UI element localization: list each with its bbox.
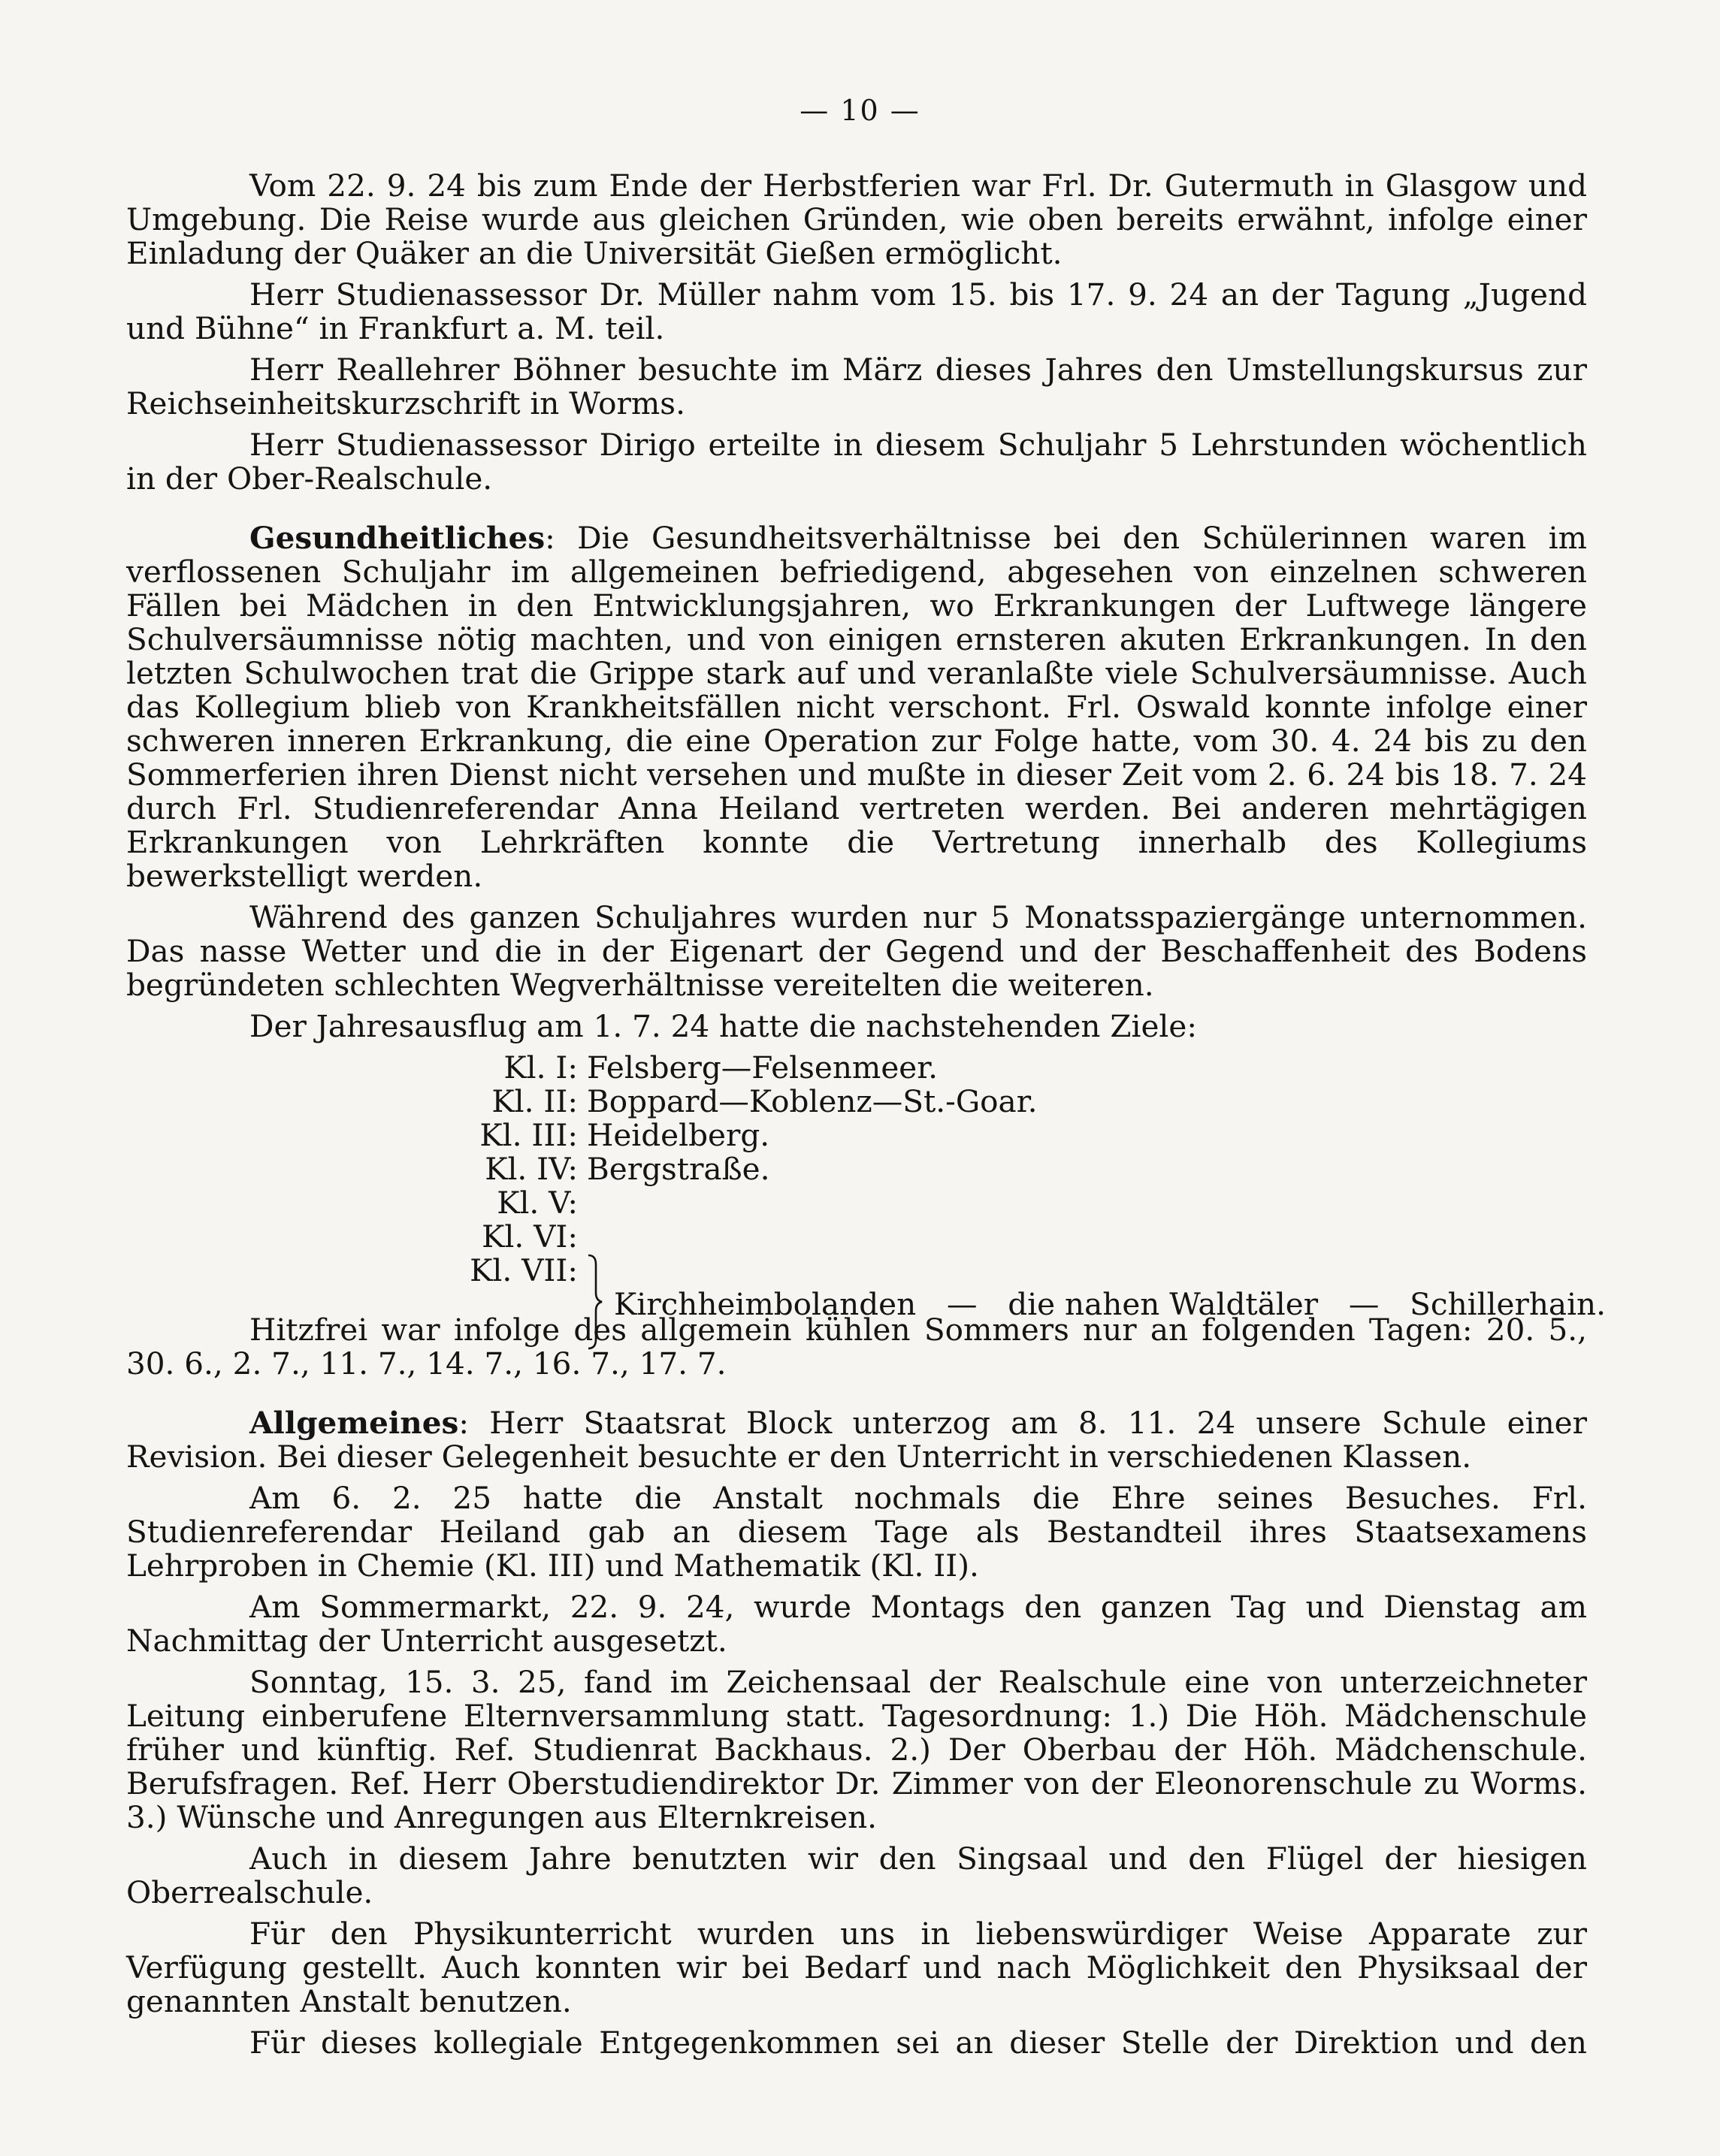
paragraph-boehner-course: Herr Reallehrer Böhner besuchte im März dieses Jahres den Umstellungskursus zur Reichseinheitskurzschrift in Worms.	[126, 352, 1587, 421]
paragraph-annual-excursion-intro: Der Jahresausflug am 1. 7. 24 hatte die nachstehenden Ziele:	[249, 1008, 1197, 1044]
dash-separator: —	[947, 1286, 978, 1322]
excursion-class: Kl. VII:	[470, 1252, 578, 1288]
paragraph-health	[126, 521, 1587, 893]
excursion-row	[449, 1085, 1587, 1119]
paragraph-second-visit: Am 6. 2. 25 hatte die Anstalt nochmals die Ehre seines Besuches. Frl. Studienreferendar Heiland gab an diesem Tage als Bestandteil ihres Staatsexamens Lehrproben in Chemie (Kl. III) und Mathematik (Kl. II).	[126, 1480, 1587, 1584]
general-text: : Herr Staatsrat Block unterzog am 8. 11. 24 unsere Schule einer Revision. Bei dieser Gelegenheit besuchte er den Unterricht in verschiedenen Klassen.	[126, 1405, 1587, 1475]
paragraph-dirigo-lessons: Herr Studienassessor Dirigo erteilte in diesem Schuljahr 5 Lehrstunden wöchentlich in der Ober-Realschule.	[126, 427, 1587, 497]
excursion-class: Kl. VI:	[482, 1218, 578, 1255]
excursion-list	[449, 1049, 1606, 1322]
excursion-destination: Boppard—Koblenz—St.-Goar.	[587, 1083, 1038, 1119]
document-body	[126, 168, 1606, 2067]
destination-kirchheimbolanden: Kirchheimbolanden	[614, 1286, 917, 1322]
excursion-row	[449, 1152, 1587, 1186]
excursion-class: Kl. I:	[503, 1049, 578, 1086]
paragraph-parents-meeting: Sonntag, 15. 3. 25, fand im Zeichensaal der Realschule eine von unterzeichneter Leitung einberufene Elternversammlung statt. Tagesordnung: 1.) Die Höh. Mädchenschule früher und künftig. Ref. Studienrat Backhaus. 2.) Der Oberbau der Höh. Mädchenschule. Berufsfragen. Ref. Herr Oberstudiendirektor Dr. Zimmer von der Eleonorenschule zu Worms. 3.) Wünsche und Anregungen aus Elternkreisen.	[126, 1664, 1587, 1835]
paragraph-mueller-conference: Herr Studienassessor Dr. Müller nahm vom 15. bis 17. 9. 24 an der Tagung „Jugend und Bühne“ in Frankfurt a. M. teil.	[126, 276, 1587, 346]
curly-brace-icon	[585, 1254, 605, 1350]
excursion-class: Kl. V:	[497, 1185, 578, 1221]
paragraph-walks: Während des ganzen Schuljahres wurden nur 5 Monatsspaziergänge unternommen. Das nasse Wetter und die in der Eigenart der Gegend und der Beschaffenheit des Bodens begründeten schlechten Wegverhältnisse vereitelten die weiteren.	[126, 899, 1587, 1003]
paragraph-physics: Für den Physikunterricht wurden uns in liebenswürdiger Weise Apparate zur Verfügung gestellt. Auch konnten wir bei Bedarf und nach Möglichkeit den Physiksaal der genannten Anstalt benutzen.	[126, 1916, 1587, 2019]
paragraph-gutermuth-trip: Vom 22. 9. 24 bis zum Ende der Herbstferien war Frl. Dr. Gutermuth in Glasgow und Umgebung. Die Reise wurde aus gleichen Gründen, wie oben bereits erwähnt, infolge einer Einladung der Quäker an die Universität Gießen ermöglicht.	[126, 168, 1587, 271]
paragraph-general	[126, 1406, 1587, 1474]
destination-schillerhain: Schillerhain.	[1410, 1286, 1606, 1322]
excursion-row	[449, 1119, 1587, 1152]
excursion-destination	[578, 1186, 587, 1220]
excursion-class: Kl. IV:	[485, 1151, 578, 1187]
excursion-destination	[578, 1220, 587, 1254]
excursion-class: Kl. II:	[491, 1083, 578, 1119]
paragraph-sommermarkt: Am Sommermarkt, 22. 9. 24, wurde Montags den ganzen Tag und Dienstag am Nachmittag der Unterricht ausgesetzt.	[126, 1589, 1587, 1659]
page-number: — 10 —	[800, 94, 920, 127]
excursion-row	[449, 1220, 1587, 1254]
excursion-destination: Heidelberg.	[587, 1117, 770, 1153]
paragraph-hitzfrei: Hitzfrei war infolge des allgemein kühlen Sommers nur an folgenden Tagen: 20. 5., 30. 6., 2. 7., 11. 7., 14. 7., 16. 7., 17. 7.	[126, 1312, 1587, 1381]
dash-separator: —	[1348, 1286, 1380, 1322]
excursion-destination: Felsberg—Felsenmeer.	[587, 1049, 939, 1086]
paragraph-singsaal: Auch in diesem Jahre benutzten wir den Singsaal und den Flügel der hiesigen Oberrealschule.	[126, 1840, 1587, 1910]
excursion-row	[449, 1254, 1587, 1288]
excursion-row	[449, 1051, 1587, 1085]
excursion-destination: Bergstraße.	[587, 1151, 770, 1187]
joint-destinations	[614, 1288, 1606, 1321]
section-heading-health: Gesundheitliches	[249, 520, 546, 556]
paragraph-thanks: Für dieses kollegiale Entgegenkommen sei an dieser Stelle der Direktion und den	[249, 2025, 1587, 2061]
health-text: : Die Gesundheitsverhältnisse bei den Schülerinnen waren im verflossenen Schuljahr im allgemeinen befriedigend, abgesehen von einzelnen schweren Fällen bei Mädchen in den Entwicklungsjahren, wo Erkrankungen der Luftwege längere Schulversäumnisse nötig machten, und von einigen ernsteren akuten Erkrankungen. In den letzten Schulwochen trat die Grippe stark auf und veranlaßte viele Schulversäumnisse. Auch das Kollegium blieb von Krankheitsfällen nicht verschont. Frl. Oswald konnte infolge einer schweren inneren Erkrankung, die eine Operation zur Folge hatte, vom 30. 4. 24 bis zu den Sommerferien ihren Dienst nicht versehen und mußte in dieser Zeit vom 2. 6. 24 bis 18. 7. 24 durch Frl. Studienreferendar Anna Heiland vertreten werden. Bei anderen mehrtägigen Erkrankungen von Lehrkräften konnte die Vertretung innerhalb des Kollegiums bewerkstelligt werden.	[126, 520, 1587, 894]
excursion-class: Kl. III:	[479, 1117, 578, 1153]
destination-waldtaeler: die nahen Waldtäler	[1008, 1286, 1319, 1322]
excursion-row	[449, 1186, 1587, 1220]
section-heading-general: Allgemeines	[249, 1405, 459, 1441]
